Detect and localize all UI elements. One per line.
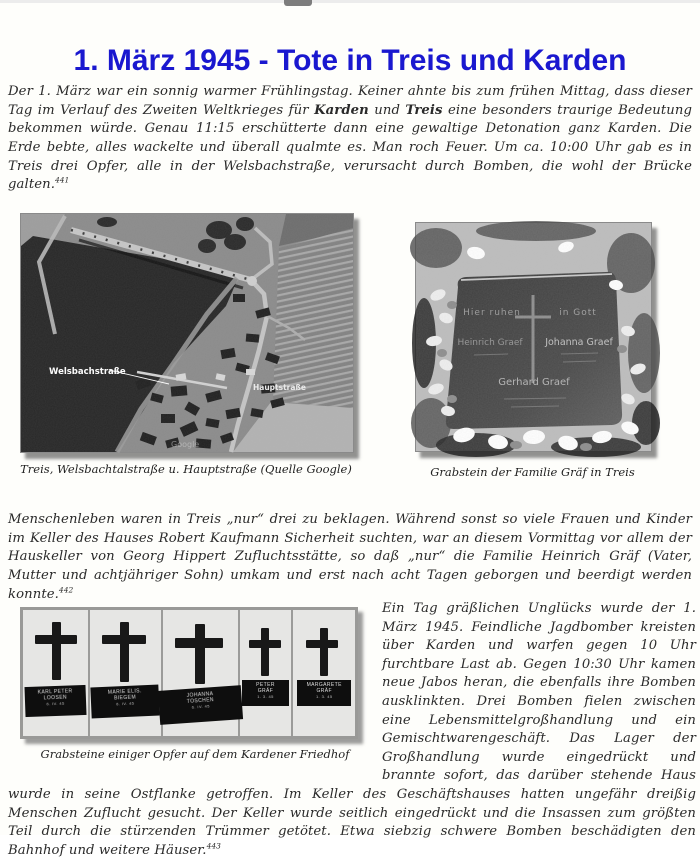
- figure-crosses: [8, 598, 382, 776]
- figure-aerial-photo: [20, 213, 352, 476]
- cross-panel-2: [88, 610, 161, 736]
- cross-icon: [35, 635, 77, 644]
- aerial-label-hauptstrasse: Hauptstraße: [253, 383, 306, 392]
- cross-icon: [52, 622, 61, 680]
- paragraph-treis-victims: [8, 511, 692, 604]
- crosses-caption: Grabsteine einiger Opfer auf dem Kardener Friedhof: [40, 747, 350, 761]
- paragraph-intro: [8, 83, 692, 195]
- paragraph-intro-text-1: Der 1. März war ein sonnig warmer Frühlingstag. Keiner ahnte bis zum frühen Mittag, dass dieser Tag im Verlauf des Zweiten Weltkrieges für: [8, 84, 692, 118]
- cross-panel-4: [238, 610, 292, 736]
- cross-icon: [175, 638, 223, 648]
- cross-panel-1: [23, 610, 88, 736]
- plaque-line: 1. 3. 45: [315, 694, 333, 699]
- bold-karden: Karden: [314, 102, 369, 118]
- inscription-johanna-graef: Johanna Graef: [545, 337, 613, 348]
- plaque-line: LOOSEN: [43, 694, 68, 702]
- paragraph-karden-attack-text: Ein Tag gräßlichen Unglücks wurde der 1. März 1945. Feindliche Jagdbomber kreisten über Karden und warfen gegen 10 Uhr furchtbare Last ab. Gegen 10:30 Uhr kamen neue Jabos heran, die ebenfalls ihre Bomben ausklinkten. Drei Bomben fielen zwischen eine Lebensmittelgroßhandlung und ein Gemischtwarengeschäft. Das Lager der Großhandlung wurde eingedrückt und brannte sofort, das darüber stehende Haus wurde in seine Ostflanke getroffen. Im Keller des Geschäftshauses hatten ungefähr dreißig Menschen Zuflucht gesucht. Der Keller wurde seitlich eingedrückt und die Insassen zum größten Teil durch die stürzenden Trümmer getötet. Etwa siebzig schwere Bomben beschädigten den Bahnhof und weitere Häuser.: [8, 601, 696, 858]
- cross-icon: [320, 628, 328, 676]
- paragraph-treis-victims-text: Menschenleben waren in Treis „nur“ drei zu beklagen. Während sonst so viele Frauen und Kinder im Keller des Hauses Robert Kaufmann Sicherheit suchten, war an diesem Vormittag vor allem der Hauskeller von Georg Hippert Zufluchtsstätte, so daß „nur“ die Familie Heinrich Gräf (Vater, Mutter und achtjähriger Sohn) umkam und erst nach acht Tagen geborgen und beerdigt werden konnte.: [8, 512, 692, 602]
- footnote-marker-443: 443: [206, 841, 221, 851]
- aerial-google-watermark: Google: [171, 440, 200, 449]
- aerial-label-welsbachstrasse: Welsbachstraße: [49, 367, 126, 377]
- inscription-in-gott: in Gott: [559, 308, 597, 318]
- cross-panel-3: [161, 610, 238, 736]
- plaque-line: KARL PETER: [37, 688, 73, 696]
- gravestone-caption: Grabstein der Familie Gräf in Treis: [430, 465, 635, 479]
- plaque-line: 6. IV. 45: [191, 703, 210, 710]
- plaque-line: JOHANNA: [186, 691, 214, 699]
- plaque-line: 6. IV. 45: [116, 700, 135, 707]
- cross-icon: [249, 640, 281, 648]
- cross-icon: [306, 640, 338, 648]
- inscription-hier-ruhen: Hier ruhen: [463, 308, 521, 318]
- plaque-line: GRÄF: [316, 688, 332, 694]
- aerial-photo-image: [20, 213, 354, 453]
- inscription-heinrich-graef: Heinrich Graef: [457, 338, 523, 348]
- cross-icon: [261, 628, 269, 676]
- plaque-line: MARIE ELIS.: [107, 688, 143, 696]
- page-top-edge: [0, 0, 700, 3]
- crosses-photo-image: [20, 607, 358, 739]
- plaque-line: TOSCHEN: [186, 697, 214, 705]
- plaque-line: PETER: [256, 682, 275, 688]
- plaque-line: MARGARETE: [306, 682, 342, 688]
- page-title: 1. März 1945 - Tote in Treis und Karden: [73, 44, 627, 78]
- aerial-caption: Treis, Welsbachtalstraße u. Hauptstraße (Quelle Google): [20, 462, 352, 476]
- inscription-gerhard-graef: Gerhard Graef: [498, 377, 570, 388]
- plaque-line: GRÄF: [257, 688, 274, 694]
- cross-icon: [102, 635, 146, 644]
- bold-treis: Treis: [405, 102, 443, 118]
- cross-icon: [195, 624, 205, 684]
- footnote-marker-441: 441: [55, 175, 70, 185]
- cross-icon: [120, 622, 129, 682]
- gravestone-photo-image: [415, 222, 652, 452]
- footnote-marker-442: 442: [58, 585, 74, 595]
- cross-panel-5: [291, 610, 355, 736]
- plaque-line: 6. IV. 45: [46, 700, 65, 707]
- paragraph-intro-text-2: und: [368, 102, 406, 118]
- bottom-section: [8, 598, 696, 860]
- figure-gravestone-photo: [415, 222, 650, 479]
- paragraph-intro-text-3: eine besonders traurige Bedeutung bekommen würde. Genau 11:15 erschütterte dann eine gewaltige Detonation ganz Karden. Die Erde bebte, alles wackelte und überall qualmte es. Man roch Feuer. Um ca. 10:00 Uhr gab es in Treis drei Opfer, alle in der Welsbachstraße, verursacht durch Bomben, die wohl der Brücke galten.: [8, 102, 692, 193]
- plaque-line: BIEGEM: [114, 694, 137, 702]
- scroll-tab-handle[interactable]: [284, 0, 312, 6]
- plaque-line: 1. 3. 45: [257, 694, 274, 699]
